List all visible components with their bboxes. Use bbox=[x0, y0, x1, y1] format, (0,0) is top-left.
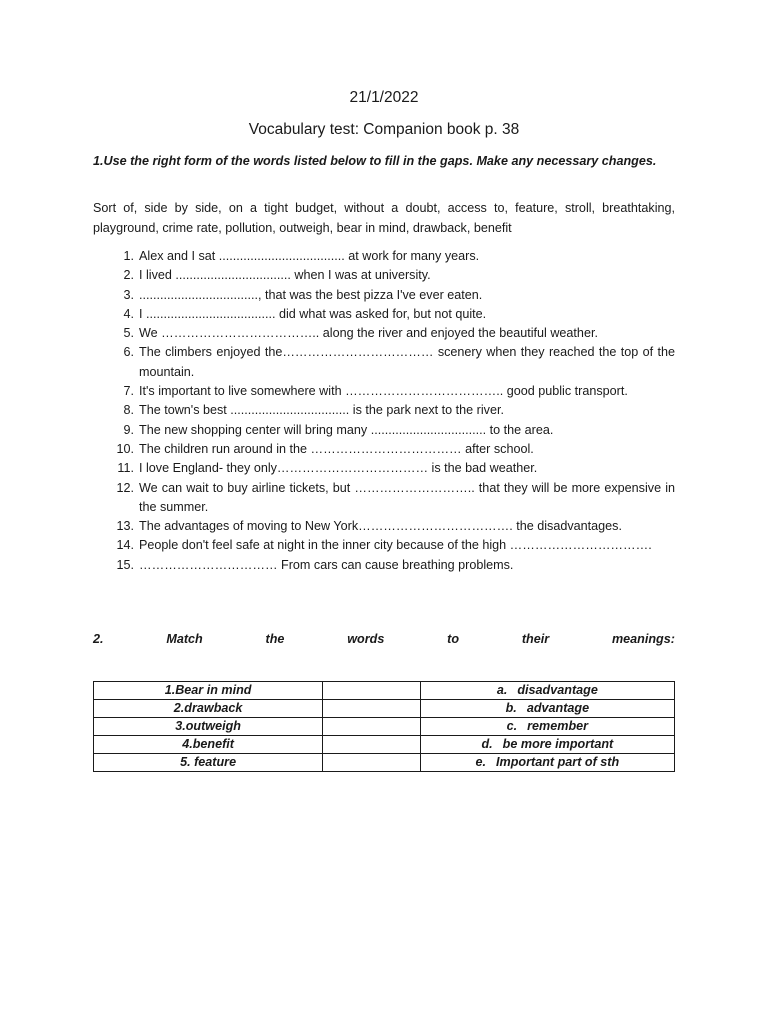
meaning-cell bbox=[420, 754, 674, 772]
option-letter: c. bbox=[506, 719, 518, 733]
question-item bbox=[93, 382, 675, 401]
answer-cell[interactable] bbox=[323, 736, 421, 754]
question-text: The advantages of moving to New York………………………………. the disadvantages. bbox=[139, 519, 622, 534]
question-text: It's important to live somewhere with ……………………………….. good public transport. bbox=[139, 384, 628, 399]
question-number: 3. bbox=[123, 287, 134, 302]
question-item bbox=[93, 247, 675, 266]
question-item bbox=[93, 305, 675, 324]
question-number: 4. bbox=[123, 306, 134, 321]
question-text: I lived ................................. when I was at university. bbox=[139, 268, 431, 283]
table-row bbox=[94, 736, 675, 754]
table-row bbox=[94, 718, 675, 736]
question-text: .................................., that was the best pizza I've ever eaten. bbox=[139, 287, 483, 302]
table-row bbox=[94, 754, 675, 772]
heading-word: words bbox=[347, 632, 385, 646]
question-text: I love England- they only……………………………… is the bad weather. bbox=[139, 461, 538, 476]
option-meaning: be more important bbox=[502, 737, 614, 751]
question-number: 12. bbox=[116, 480, 134, 495]
question-text: Alex and I sat .................................... at work for many years. bbox=[139, 249, 480, 263]
meaning-cell bbox=[420, 700, 674, 718]
word-cell: 2.drawback bbox=[94, 700, 323, 718]
word-cell: 3.outweigh bbox=[94, 718, 323, 736]
word-cell: 4.benefit bbox=[94, 736, 323, 754]
answer-cell[interactable] bbox=[323, 754, 421, 772]
question-item bbox=[93, 324, 675, 343]
question-number: 15. bbox=[116, 557, 134, 572]
heading-word: 2. bbox=[93, 632, 104, 646]
question-item bbox=[93, 421, 675, 440]
question-text: We ……………………………….. along the river and enjoyed the beautiful weather. bbox=[139, 326, 598, 341]
question-item bbox=[93, 536, 675, 555]
meaning-cell bbox=[420, 736, 674, 754]
question-item bbox=[93, 556, 675, 575]
answer-cell[interactable] bbox=[323, 682, 421, 700]
question-number: 5. bbox=[123, 326, 134, 341]
exercise1-instruction: 1.Use the right form of the words listed below to fill in the gaps. Make any necessary changes. bbox=[93, 154, 657, 168]
question-item bbox=[93, 266, 675, 285]
question-number: 9. bbox=[123, 422, 134, 437]
question-item bbox=[93, 401, 675, 420]
question-item bbox=[93, 440, 675, 459]
option-meaning: Important part of sth bbox=[496, 755, 620, 769]
question-number: 14. bbox=[116, 538, 134, 553]
word-cell: 5. feature bbox=[94, 754, 323, 772]
exercise1-word-list: Sort of, side by side, on a tight budget, without a doubt, access to, feature, stroll, breathtaking, playground, crime rate, pollution, outweigh, bear in mind, drawback, benefit bbox=[93, 201, 675, 235]
option-meaning: disadvantage bbox=[517, 683, 598, 697]
question-item bbox=[93, 479, 675, 518]
question-text: The town's best .................................. is the park next to the river. bbox=[139, 403, 504, 418]
question-text: The new shopping center will bring many ................................. to the area. bbox=[139, 422, 554, 437]
heading-word: their bbox=[521, 632, 550, 646]
question-number: 2. bbox=[123, 268, 134, 283]
option-letter: e. bbox=[475, 755, 487, 769]
question-number: 1. bbox=[123, 249, 134, 263]
question-text: We can wait to buy airline tickets, but ……………………….. that they will be more expensive in the summer. bbox=[139, 480, 675, 514]
question-number: 6. bbox=[123, 345, 134, 360]
table-row bbox=[94, 682, 675, 700]
heading-word: Match bbox=[166, 632, 203, 646]
question-number: 13. bbox=[116, 519, 134, 534]
question-item bbox=[93, 286, 675, 305]
question-text: The climbers enjoyed the……………………………… scenery when they reached the top of the mountain. bbox=[139, 345, 675, 379]
meaning-cell bbox=[420, 682, 674, 700]
heading-word: to bbox=[447, 632, 460, 646]
answer-cell[interactable] bbox=[323, 700, 421, 718]
exercise1-question-list bbox=[93, 247, 675, 575]
option-meaning: advantage bbox=[526, 701, 590, 715]
exercise2-heading bbox=[93, 632, 675, 646]
question-item bbox=[93, 517, 675, 536]
table-row bbox=[94, 700, 675, 718]
heading-word: meanings: bbox=[611, 632, 675, 646]
question-text: …………………………… From cars can cause breathing problems. bbox=[139, 557, 514, 572]
option-letter: b. bbox=[505, 701, 517, 715]
test-title: Vocabulary test: Companion book p. 38 bbox=[248, 121, 520, 138]
question-text: People don't feel safe at night in the inner city because of the high ……………………………. bbox=[139, 538, 652, 553]
question-item bbox=[93, 343, 675, 382]
question-number: 10. bbox=[116, 441, 134, 456]
word-cell: 1.Bear in mind bbox=[94, 682, 323, 700]
option-meaning: remember bbox=[527, 719, 589, 733]
meaning-cell bbox=[420, 718, 674, 736]
question-text: The children run around in the ……………………………… after school. bbox=[139, 441, 534, 456]
option-letter: a. bbox=[496, 683, 508, 697]
heading-word: the bbox=[265, 632, 285, 646]
answer-cell[interactable] bbox=[323, 718, 421, 736]
question-item bbox=[93, 459, 675, 478]
question-number: 7. bbox=[123, 384, 134, 399]
option-letter: d. bbox=[481, 737, 493, 751]
question-number: 11. bbox=[117, 461, 134, 476]
question-number: 8. bbox=[123, 403, 134, 418]
test-date: 21/1/2022 bbox=[349, 89, 419, 106]
question-text: I ..................................... did what was asked for, but not quite. bbox=[139, 306, 487, 321]
matching-table bbox=[93, 681, 675, 772]
